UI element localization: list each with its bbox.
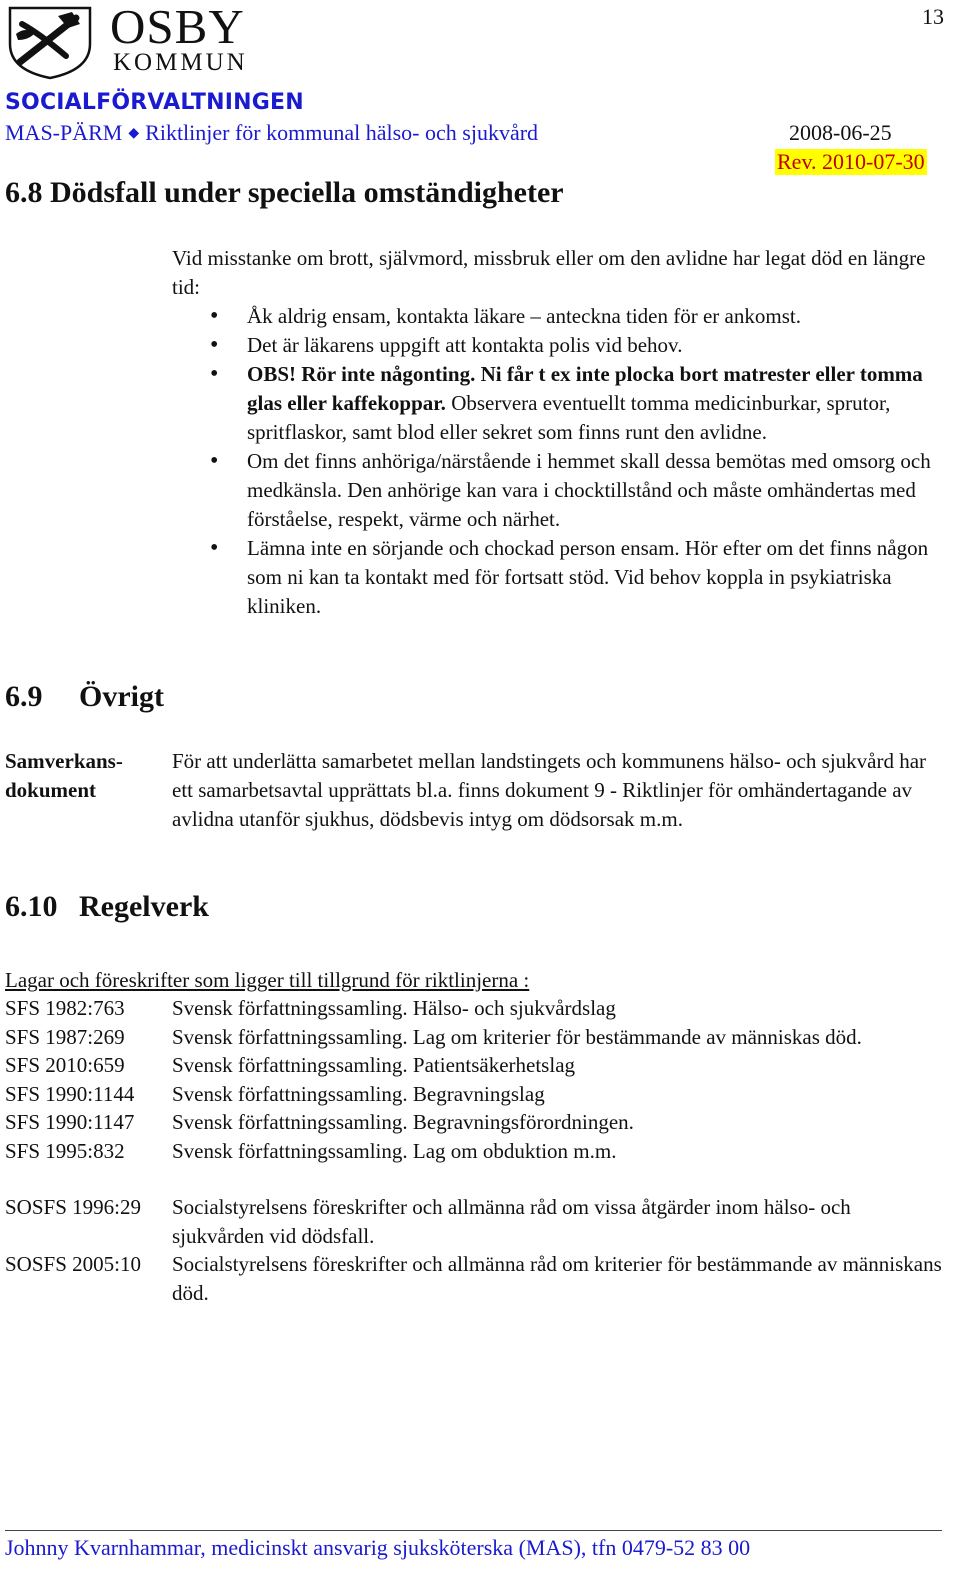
table-row — [5, 1080, 945, 1109]
law-text: Svensk författningssamling. Patientsäkerhetslag — [172, 1053, 576, 1077]
list-item: • Om det finns anhöriga/närstående i hemmet skall dessa bemötas med omsorg och medkänsla. Den anhörige kan vara i chocktillstånd och måste omhändertas med förståelse, respekt, värme och närhet. — [210, 447, 940, 534]
osby-kommun-logo — [6, 0, 276, 80]
diamond-icon: ◆ — [128, 126, 140, 141]
law-text: Socialstyrelsens föreskrifter och allmänna råd om kriterier för bestämmande av människans död. — [172, 1252, 942, 1305]
spacer-row — [5, 1165, 945, 1193]
side-label-samverkansdokument — [5, 747, 123, 805]
list-item: • Det är läkarens uppgift att kontakta polis vid behov. — [210, 331, 940, 360]
logo-subtitle: KOMMUN — [113, 49, 248, 76]
law-code: SOSFS 1996:29 — [5, 1195, 141, 1219]
law-code: SOSFS 2005:10 — [5, 1252, 141, 1276]
page-number: 13 — [922, 4, 944, 29]
table-row — [5, 1051, 945, 1080]
table-row — [5, 1108, 945, 1137]
law-code: SFS 1990:1147 — [5, 1110, 135, 1134]
table-row — [5, 1250, 945, 1307]
section-6-9-text: För att underlätta samarbetet mellan landstingets och kommunens hälso- och sjukvård har ett samarbetsavtal upprättats bl.a. finns dokument 9 - Riktlinjer för omhändertagande av avlidna utanför sjukhus, dödsbevis intyg om dödsorsak m.m. — [172, 749, 927, 831]
bullet-text: Observera eventuellt tomma medicinburkar, sprutor, spritflaskor, samt blod eller sekret som finns runt den avlidne. — [247, 391, 891, 444]
heading-title: Regelverk — [79, 890, 209, 923]
list-item — [210, 360, 940, 447]
footer-text: Johnny Kvarnhammar, medicinskt ansvarig sjuksköterska (MAS), tfn 0479-52 83 00 — [5, 1535, 751, 1560]
document-subtitle — [5, 120, 538, 146]
warning-text: OBS! Rör inte någonting. Ni får t ex inte plocka bort matrester eller tomma glas eller kaffekoppar. — [247, 362, 923, 415]
heading-6-10 — [5, 890, 209, 924]
list-item: • Lämna inte en sörjande och chockad person ensam. Hör efter om det finns någon som ni kan ta kontakt med för fortsatt stöd. Vid behov koppla in psykiatriska kliniken. — [210, 534, 940, 621]
subtitle-text: Riktlinjer för kommunal hälso- och sjukvård — [145, 120, 539, 145]
law-text: Socialstyrelsens föreskrifter och allmänna råd om vissa åtgärder inom hälso- och sjukvården vid dödsfall. — [172, 1195, 851, 1248]
law-code: SFS 1987:269 — [5, 1024, 125, 1049]
law-code: SFS 1990:1144 — [5, 1081, 135, 1106]
law-code: SFS 1982:763 — [5, 996, 125, 1020]
footer-divider — [5, 1530, 942, 1531]
heading-number: 6.9 — [5, 680, 43, 713]
side-label-line: dokument — [5, 778, 97, 802]
heading-6-8: 6.8 Dödsfall under speciella omständigheter — [5, 176, 564, 209]
section-6-8-bullets — [210, 302, 940, 621]
list-item: • Åk aldrig ensam, kontakta läkare – anteckna tiden för er ankomst. — [210, 302, 940, 331]
law-code: SFS 1995:832 — [5, 1138, 125, 1163]
table-row — [5, 1193, 945, 1250]
law-text: Svensk författningssamling. Hälso- och sjukvårdslag — [172, 996, 616, 1020]
side-label-line: Samverkans- — [5, 749, 123, 773]
heading-6-9 — [5, 680, 164, 714]
table-row — [5, 1023, 945, 1052]
coat-of-arms-icon — [6, 4, 94, 80]
binder-name: MAS-PÄRM — [5, 120, 123, 145]
law-code: SFS 2010:659 — [5, 1053, 125, 1077]
document-date: 2008-06-25 — [789, 120, 892, 145]
law-text: Svensk författningssamling. Begravningslag — [172, 1081, 545, 1106]
table-row — [5, 994, 945, 1023]
logo-name: OSBY — [110, 0, 245, 54]
heading-number: 6.10 — [5, 890, 58, 923]
section-6-8-intro: Vid misstanke om brott, självmord, missbruk eller om den avlidne har legat död en längre tid: — [172, 246, 926, 299]
department-name: SOCIALFÖRVALTNINGEN — [5, 90, 304, 115]
revision-date: Rev. 2010-07-30 — [777, 149, 925, 174]
law-text: Svensk författningssamling. Lag om obduktion m.m. — [172, 1138, 617, 1163]
laws-intro: Lagar och föreskrifter som ligger till tillgrund för riktlinjerna : — [5, 968, 530, 992]
laws-table — [5, 994, 945, 1307]
law-text: Svensk författningssamling. Lag om kriterier för bestämmande av människas död. — [172, 1024, 862, 1049]
heading-title: Övrigt — [79, 680, 164, 713]
law-text: Svensk författningssamling. Begravningsförordningen. — [172, 1110, 634, 1134]
table-row — [5, 1137, 945, 1166]
